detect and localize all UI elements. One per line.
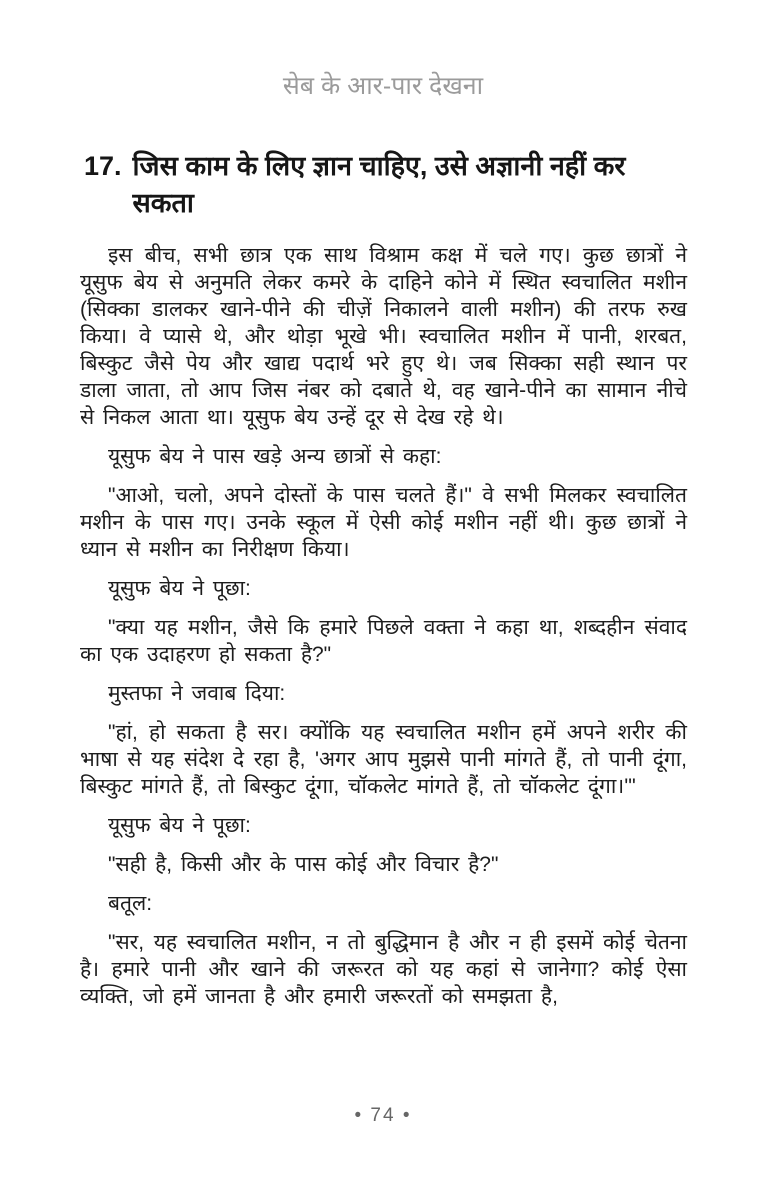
paragraph: "सही है, किसी और के पास कोई और विचार है?": [108, 853, 499, 876]
paragraph: यूसुफ बेय ने पास खड़े अन्य छात्रों से कहा:: [108, 445, 442, 468]
chapter-heading: [84, 148, 686, 222]
chapter-body: [80, 242, 687, 1010]
paragraph: यूसुफ बेय ने पूछा:: [108, 577, 251, 600]
paragraph: मुस्तफा ने जवाब दिया:: [108, 682, 286, 705]
paragraph: यूसुफ बेय ने पूछा:: [108, 814, 251, 837]
running-header: सेब के आर-पार देखना: [282, 72, 484, 100]
paragraph: बतूल:: [108, 892, 153, 915]
page-number: • 74 •: [354, 1105, 412, 1126]
paragraph: "क्या यह मशीन, जैसे कि हमारे पिछले वक्ता ने कहा था, शब्दहीन संवाद का एक उदाहरण हो सकता है?": [80, 616, 687, 666]
paragraph: इस बीच, सभी छात्र एक साथ विश्राम कक्ष में चले गए। कुछ छात्रों ने यूसुफ बेय से अनुमति लेकर कमरे के दाहिने कोने में स्थित स्वचालित मशीन (सिक्का डालकर खाने-पीने की चीज़ें निकालने वाली मशीन) की तरफ रुख किया। वे प्यासे थे, और थोड़ा भूखे भी। स्वचालित मशीन में पानी, शरबत, बिस्कुट जैसे पेय और खाद्य पदार्थ भरे हुए थे। जब सिक्का सही स्थान पर डाला जाता, तो आप जिस नंबर को दबाते थे, वह खाने-पीने का सामान नीचे से निकल आता था। यूसुफ बेय उन्हें दूर से देख रहे थे।: [80, 244, 687, 429]
paragraph: "आओ, चलो, अपने दोस्तों के पास चलते हैं।" वे सभी मिलकर स्वचालित मशीन के पास गए। उनके स्कूल में ऐसी कोई मशीन नहीं थी। कुछ छात्रों ने ध्यान से मशीन का निरीक्षण किया।: [80, 484, 687, 561]
paragraph: "सर, यह स्वचालित मशीन, न तो बुद्धिमान है और न ही इसमें कोई चेतना है। हमारे पानी और खाने की जरूरत को यह कहां से जानेगा? कोई ऐसा व्यक्ति, जो हमें जानता है और हमारी जरूरतों को समझता है,: [80, 931, 687, 1008]
chapter-number: 17.: [84, 151, 122, 181]
chapter-title-text: जिस काम के लिए ज्ञान चाहिए, उसे अज्ञानी नहीं कर सकता: [132, 151, 626, 218]
paragraph: "हां, हो सकता है सर। क्योंकि यह स्वचालित मशीन हमें अपने शरीर की भाषा से यह संदेश दे रहा है, 'अगर आप मुझसे पानी मांगते हैं, तो पानी दूंगा, बिस्कुट मांगते हैं, तो बिस्कुट दूंगा, चॉकलेट मांगते हैं, तो चॉकलेट दूंगा।'": [80, 721, 687, 798]
